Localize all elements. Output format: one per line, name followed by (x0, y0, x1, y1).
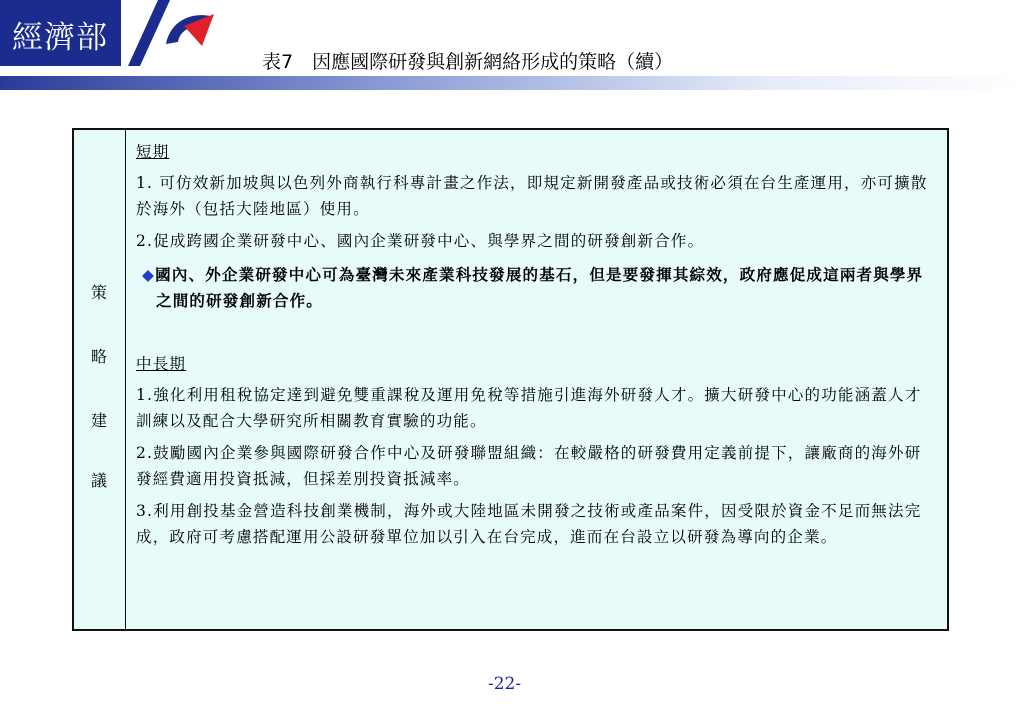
logo-text: 經濟部 (12, 20, 108, 56)
list-item: 3.利用創投基金營造科技創業機制，海外或大陸地區未開發之技術或產品案件，因受限於資金不足而無法完成，政府可考慮搭配運用公設研發單位加以引入在台完成，進而在台設立以研發為導向的企業。 (136, 502, 922, 546)
list-item: 2.鼓勵國內企業參與國際研發合作中心及研發聯盟組織：在較嚴格的研發費用定義前提下，讓廠商的海外研發經費適用投資抵減，但採差別投資抵減率。 (136, 444, 922, 488)
highlight-text: 國內、外企業研發中心可為臺灣未來產業科技發展的基石，但是要發揮其綜效，政府應促成這兩者與學界之間的研發創新合作。 (155, 265, 924, 310)
row-header-char: 建 (91, 411, 108, 430)
page-title: 表7 因應國際研發與創新網絡形成的策略（續） (262, 51, 674, 73)
logo-mark-icon (118, 0, 228, 70)
list-item: 1.強化利用租稅協定達到避免雙重課稅及運用免稅等措施引進海外研發人才。擴大研發中心的功能涵蓋人才訓練以及配合大學研究所相關教育實驗的功能。 (136, 386, 922, 430)
list-item: 1. 可仿效新加坡與以色列外商執行科專計畫之作法，即規定新開發產品或技術必須在台生產運用，亦可擴散於海外（包括大陸地區）使用。 (136, 174, 928, 218)
header-gradient-bar (0, 76, 1023, 90)
highlight-note (142, 262, 936, 314)
row-header-char: 策 (91, 283, 108, 302)
list-item: 2.促成跨國企業研發中心、國內企業研發中心、與學界之間的研發創新合作。 (136, 232, 705, 250)
mid-long-term-heading: 中長期 (136, 355, 187, 373)
table-content (136, 140, 936, 550)
row-header-column (74, 130, 126, 629)
row-header-char: 略 (91, 347, 108, 366)
row-header-char: 議 (91, 471, 108, 490)
diamond-bullet-icon: ◆ (142, 266, 156, 284)
short-term-heading: 短期 (136, 143, 170, 161)
strategy-table (72, 128, 949, 631)
ministry-logo (0, 0, 121, 66)
page-number: -22- (488, 674, 522, 694)
